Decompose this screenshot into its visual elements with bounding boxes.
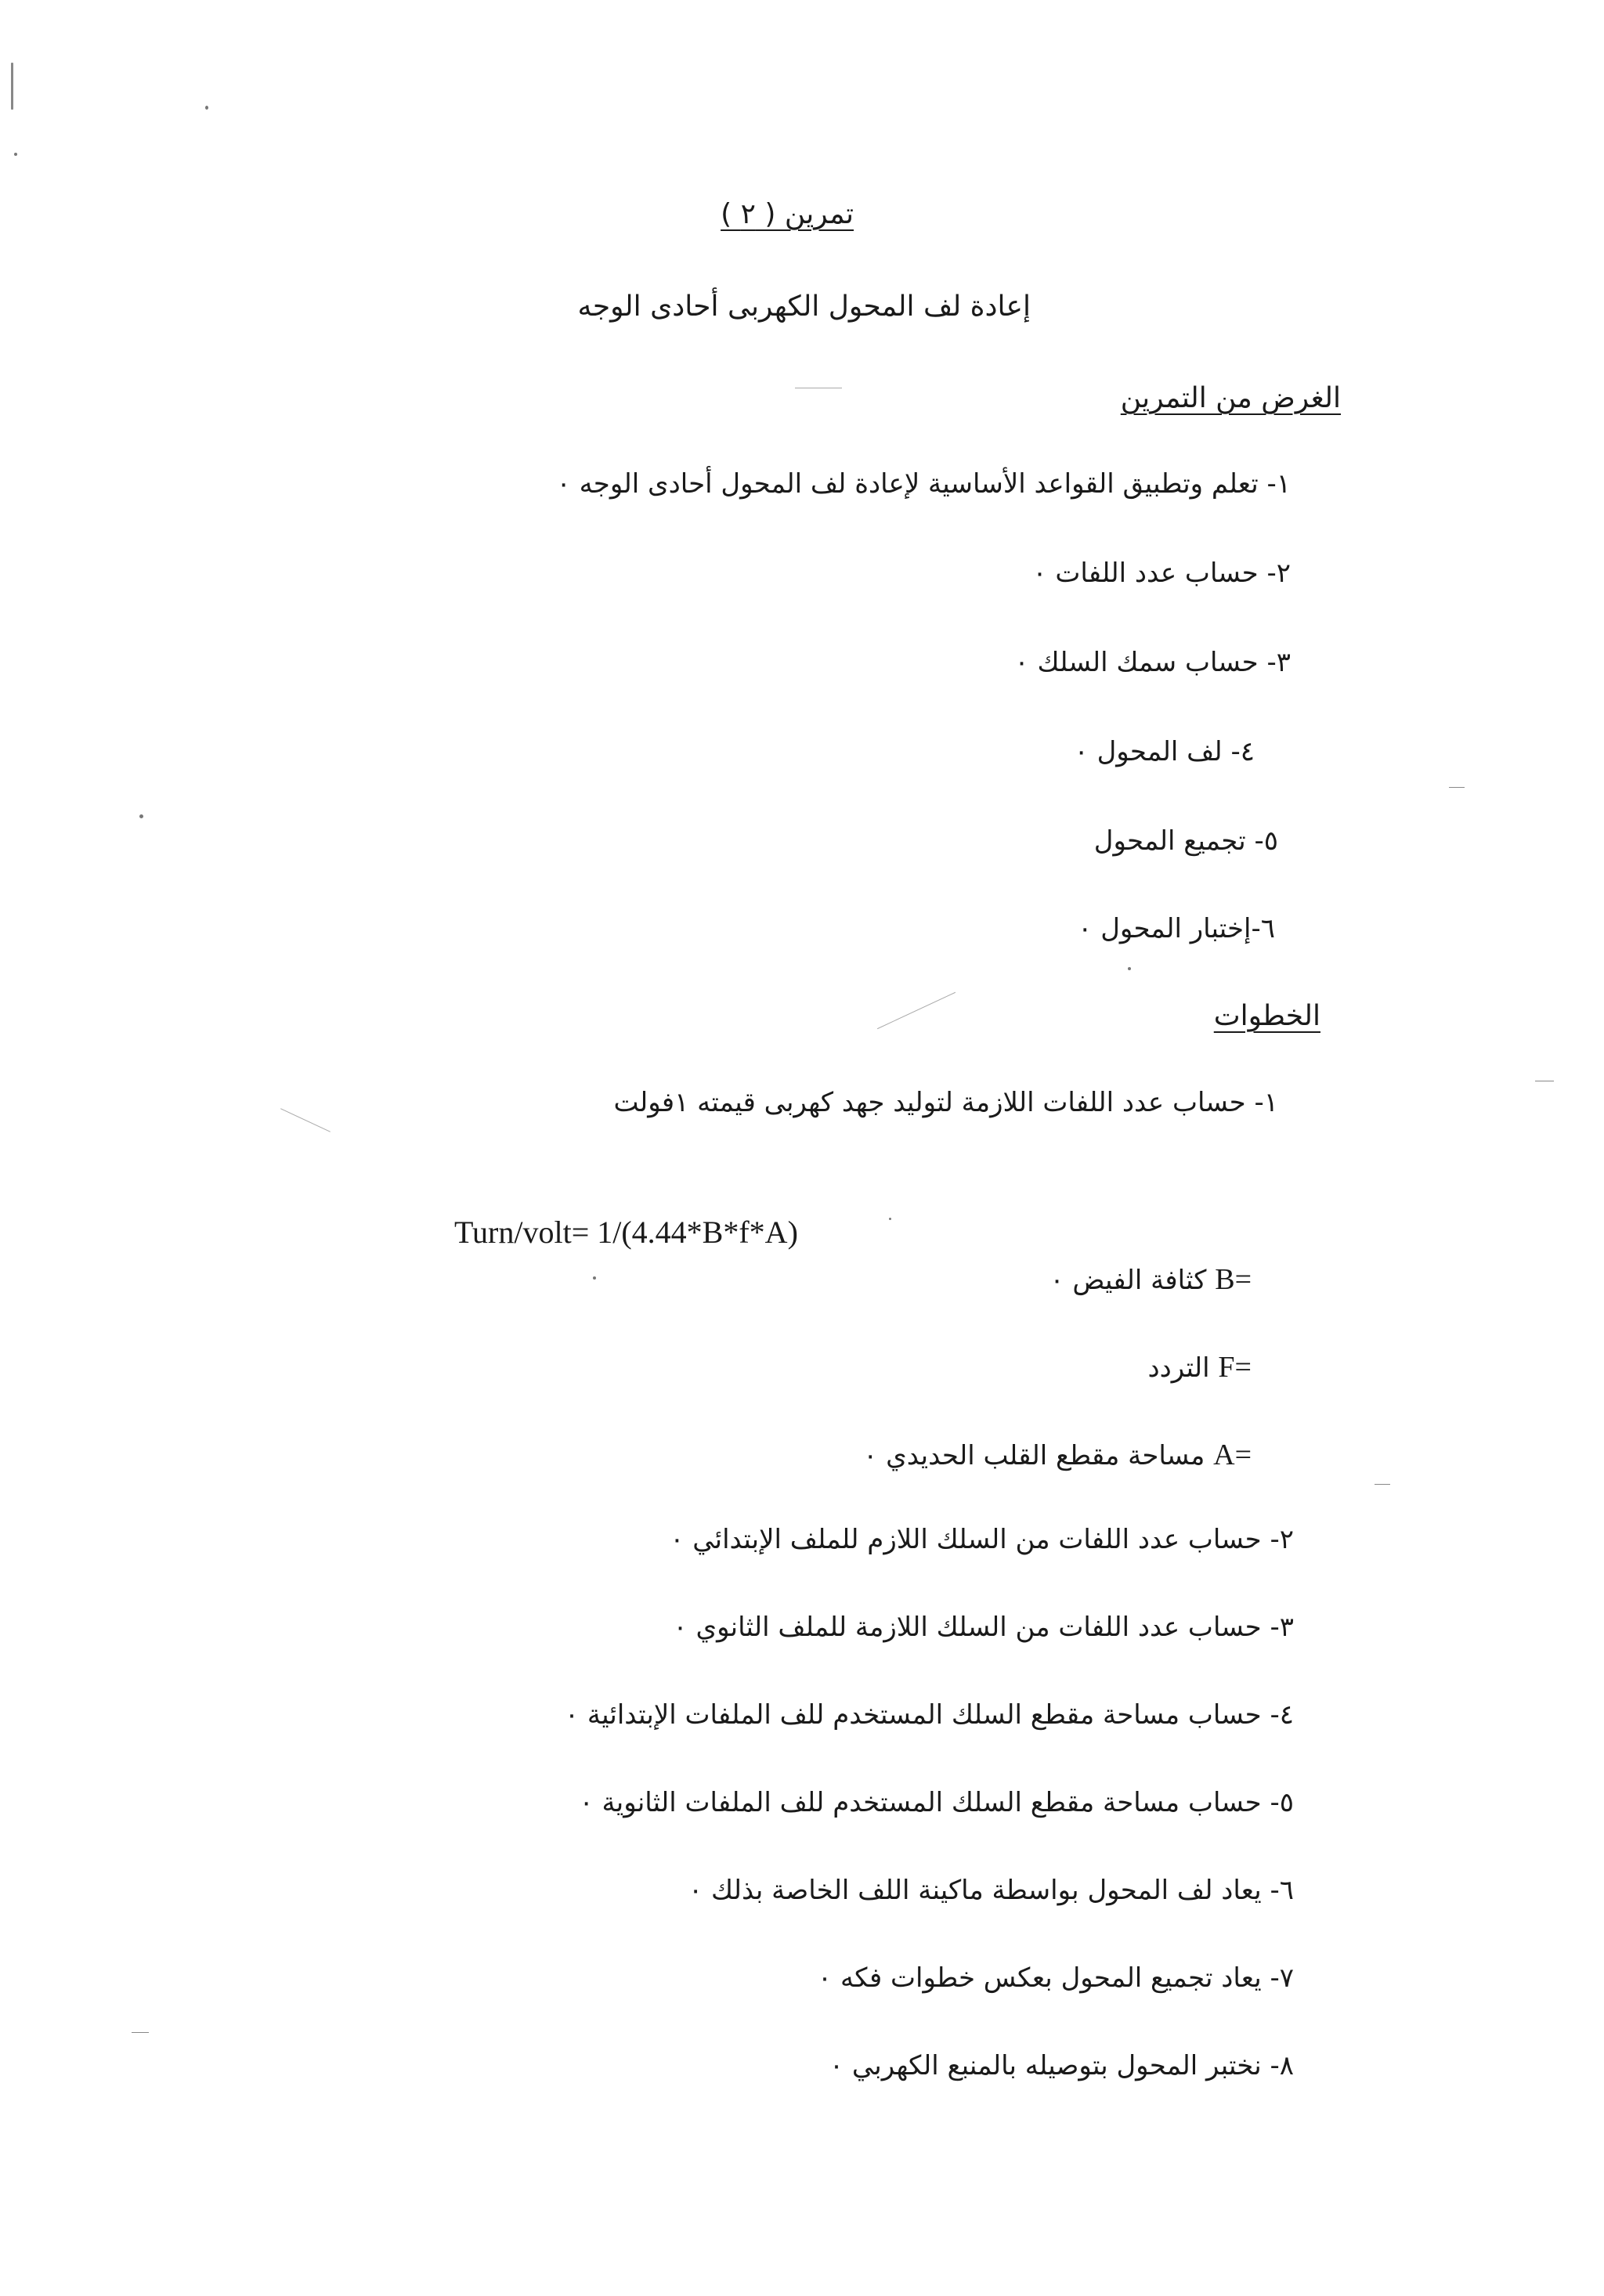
objective-item: ٢- حساب عدد اللفات ٠ [1032,558,1291,589]
definition-text: كثافة الفيض ٠ [1049,1265,1207,1296]
scan-mark [132,2032,149,2033]
step-item: ٧- يعاد تجميع المحول بعكس خطوات فكه ٠ [817,1962,1294,1994]
definition-symbol: A= [1213,1439,1252,1471]
scan-mark [280,1108,331,1132]
scan-speck [205,106,208,110]
scan-speck [139,814,143,818]
definition-text: التردد [1147,1352,1210,1384]
scan-speck [1128,967,1131,970]
objective-item: ٦-إختبار المحول ٠ [1078,913,1275,944]
scan-speck [14,153,17,156]
exercise-title: تمرين ( ٢ ) [721,198,854,230]
exercise-subtitle: إعادة لف المحول الكهربى أحادى الوجه [577,291,1031,323]
step-item: ١- حساب عدد اللفات اللازمة لتوليد جهد كهربى قيمته ١فولت [613,1087,1278,1118]
objective-item: ١- تعلم وتطبيق القواعد الأساسية لإعادة لف المحول أحادى الوجه ٠ [556,468,1291,500]
scan-speck [889,1218,891,1220]
scan-mark [877,992,956,1029]
scan-speck [11,63,13,110]
turns-per-volt-formula: Turn/volt= 1/(4.44*B*f*A) [454,1215,798,1250]
objective-item: ٤- لف المحول ٠ [1074,736,1255,767]
objective-item: ٥- تجميع المحول [1093,825,1278,857]
scan-mark [1375,1484,1390,1485]
definition-b [1049,1262,1252,1298]
scan-speck [593,1276,596,1280]
step-item: ٤- حساب مساحة مقطع السلك المستخدم للف الملفات الإبتدائية ٠ [564,1699,1294,1731]
step-item: ٣- حساب عدد اللفات من السلك اللازمة للملف الثانوي ٠ [673,1612,1294,1643]
step-item: ٨- نختبر المحول بتوصيله بالمنبع الكهربي ٠ [829,2050,1294,2081]
definition-symbol: F= [1218,1351,1252,1384]
purpose-heading: الغرض من التمرين [1120,382,1341,414]
definition-symbol: B= [1215,1263,1252,1296]
definition-text: مساحة مقطع القلب الحديدي ٠ [863,1440,1205,1471]
step-item: ٥- حساب مساحة مقطع السلك المستخدم للف الملفات الثانوية ٠ [579,1787,1294,1818]
objective-item: ٣- حساب سمك السلك ٠ [1014,647,1291,678]
definition-a [863,1438,1252,1474]
step-item: ٢- حساب عدد اللفات من السلك اللازم للملف الإبتدائي ٠ [670,1524,1294,1555]
step-item: ٦- يعاد لف المحول بواسطة ماكينة اللف الخاصة بذلك ٠ [688,1875,1294,1906]
scan-mark [1449,787,1465,788]
definition-f [1148,1350,1252,1386]
steps-heading: الخطوات [1213,1000,1320,1032]
